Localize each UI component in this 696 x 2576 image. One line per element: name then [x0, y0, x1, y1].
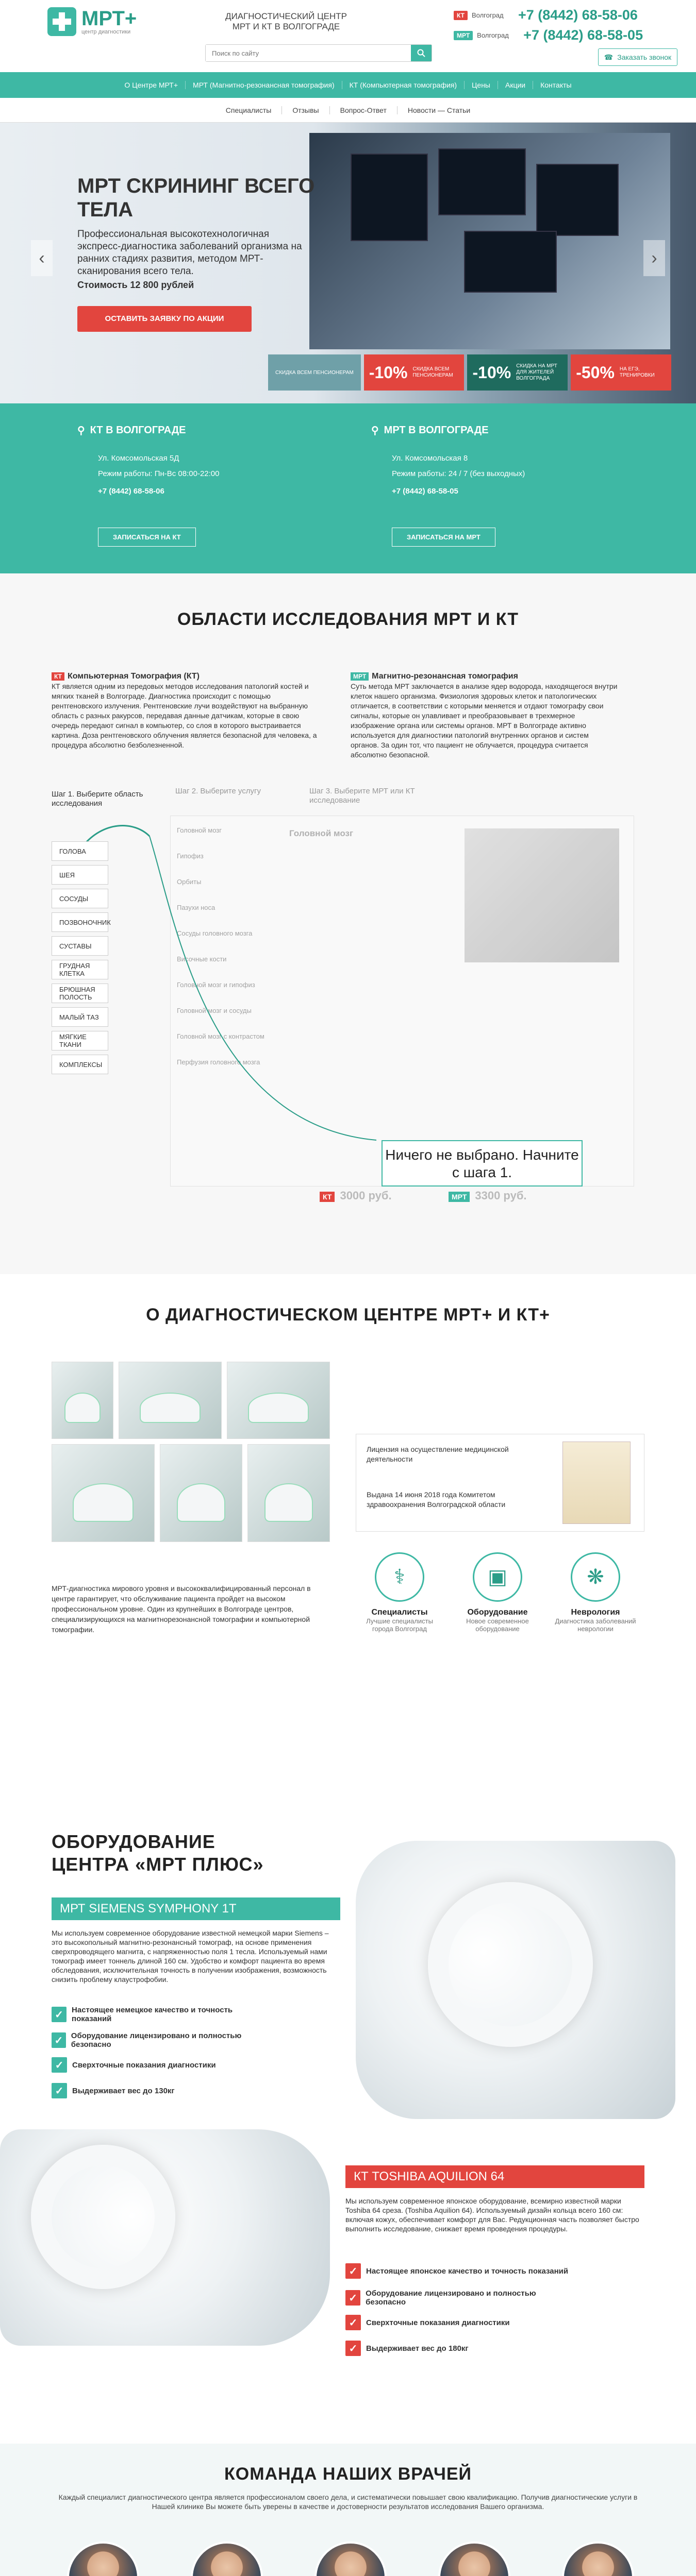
machine-2-feature: ✓ Оборудование лицензировано и полностью безопасно [345, 2289, 572, 2307]
check-icon: ✓ [345, 2290, 360, 2306]
picker-heading: Головной мозг [289, 828, 354, 838]
step-3-label: Шаг 3. Выберите МРТ или КТ исследование [309, 787, 415, 805]
logo-subtitle: центр диагностики [81, 29, 131, 35]
step-2-label: Шаг 2. Выберите услугу [175, 787, 261, 795]
body-area-item[interactable]: МЯГКИЕ ТКАНИ [52, 1031, 108, 1050]
feature-title: Специалисты [371, 1608, 428, 1617]
body-area-item[interactable]: МАЛЫЙ ТАЗ [52, 1007, 108, 1027]
clinic-photo[interactable] [160, 1444, 242, 1542]
mri-scan-image [309, 133, 670, 349]
center-title: КТ В ВОЛГОГРАДЕ [90, 425, 186, 436]
machine-2-feature: ✓ Выдерживает вес до 180кг [345, 2341, 572, 2356]
license-card [356, 1434, 644, 1532]
nav-contacts[interactable]: Контакты [540, 81, 572, 89]
center-title: МРТ В ВОЛГОГРАДЕ [384, 425, 489, 436]
promo-pct: -50% [576, 363, 615, 382]
doctor-card[interactable] [170, 2541, 284, 2576]
promo-pct: -10% [472, 363, 511, 382]
check-icon: ✓ [345, 2263, 361, 2279]
center-hours: Режим работы: Пн-Вс 08:00-22:00 [98, 469, 220, 478]
service-option[interactable]: Орбиты [177, 878, 202, 886]
phone-icon: ☎ [604, 53, 614, 61]
feature-title: Оборудование [467, 1608, 528, 1617]
body-area-item[interactable]: СОСУДЫ [52, 889, 108, 908]
section-title: ОБОРУДОВАНИЕ ЦЕНТРА «МРТ ПЛЮС» [52, 1831, 264, 1875]
brain-scan-image [465, 828, 619, 962]
body-area-list [52, 841, 111, 1078]
service-option[interactable]: Сосуды головного мозга [177, 929, 253, 937]
subnav-reviews[interactable]: Отзывы [282, 106, 329, 114]
mri-price: МРТ 3300 руб. [449, 1189, 527, 1202]
promo-text: СКИДКА ВСЕМ ПЕНСИОНЕРАМ [275, 369, 354, 376]
nav-promos[interactable]: Акции [498, 81, 533, 89]
avatar [562, 2541, 634, 2576]
feature-equipment [454, 1552, 541, 1633]
promo-item[interactable] [268, 354, 361, 391]
hero-title: МРТ СКРИНИНГ ВСЕГО ТЕЛА [77, 175, 315, 221]
team-section [0, 2444, 696, 2576]
service-option[interactable]: Головной мозг с контрастом [177, 1032, 264, 1040]
subnav-news[interactable]: Новости — Статьи [407, 106, 471, 114]
center-ct [77, 424, 325, 573]
service-option[interactable]: Головной мозг и сосуды [177, 1007, 252, 1014]
promo-text: НА ЕГЭ, ТРЕНИРОВКИ [619, 366, 655, 378]
clinic-photo[interactable] [52, 1444, 155, 1542]
phone-city: Волгоград [471, 11, 504, 19]
sub-nav [0, 98, 696, 123]
check-icon: ✓ [52, 2032, 66, 2048]
callback-button[interactable] [598, 48, 677, 66]
check-icon: ✓ [345, 2341, 361, 2356]
machine-2-feature: ✓ Сверхточные показания диагностики [345, 2315, 572, 2330]
center-book-button[interactable]: ЗАПИСАТЬСЯ НА МРТ [392, 528, 495, 547]
check-icon: ✓ [52, 2083, 67, 2098]
check-icon: ✓ [345, 2315, 361, 2330]
logo-text: МРТ+ [81, 7, 137, 30]
service-option[interactable]: Височные кости [177, 955, 227, 963]
monitor-icon: ▣ [473, 1552, 522, 1602]
body-area-item[interactable]: БРЮШНАЯ ПОЛОСТЬ [52, 984, 108, 1003]
phone-kt [454, 7, 643, 23]
promo-text: СКИДКА НА МРТ ДЛЯ ЖИТЕЛЕЙ ВОЛГОГРАДА [516, 363, 557, 381]
center-phone[interactable]: +7 (8442) 68-58-05 [392, 487, 458, 496]
promo-strip [268, 354, 674, 391]
slider-prev-button[interactable] [31, 240, 53, 276]
about-section [0, 1274, 696, 1810]
subnav-faq[interactable]: Вопрос-Ответ [330, 106, 397, 114]
hero-description: Профессиональная высокотехнологичная экспресс-диагностика заболеваний организма на ранних стадиях развития, методом МРТ-сканирования всего тела. [77, 229, 302, 277]
hero-slider [0, 123, 696, 403]
callback-label: Заказать звонок [617, 53, 672, 61]
mri-title: Магнитно-резонансная томография [372, 672, 518, 681]
promo-pct: -10% [369, 363, 408, 382]
step-1-label: Шаг 1. Выберите область исследования [52, 790, 143, 808]
body-area-item[interactable]: ГРУДНАЯ КЛЕТКА [52, 960, 108, 979]
step-arrow [72, 816, 382, 1145]
main-nav [0, 72, 696, 98]
phone-number-mri[interactable]: +7 (8442) 68-58-05 [523, 27, 643, 43]
center-book-button[interactable]: ЗАПИСАТЬСЯ НА КТ [98, 528, 196, 547]
machine-1-feature: ✓ Сверхточные показания диагностики [52, 2057, 268, 2073]
feature-sub: Диагностика заболеваний неврологии [555, 1617, 636, 1633]
center-address: Ул. Комсомольская 8 [392, 454, 468, 463]
ct-text: КТ является одним из передовых методов исследования патологий костей и мягких тканей в Волгограде. Диагностика происходит с помощью рентгеновского излучения. Рентгеновские лучи воздействуют на выбранную область с разных ракурсов, передавая данные датчикам, которые в свою очередь передают сигнал в компьютер, со слоя в которого выстраивается картина. Доза рентгеновского облучения является безопасной для человека, а процедура абсолютно безболезненной. [52, 682, 317, 749]
section-title: ОБЛАСТИ ИССЛЕДОВАНИЯ МРТ И КТ [177, 609, 519, 629]
phone-tag-mri: МРТ [454, 31, 473, 40]
license-title: Лицензия на осуществление медицинской деятельности [367, 1445, 509, 1463]
mri-tag: МРТ [351, 672, 369, 681]
team-intro: Каждый специалист диагностического центра является профессионалом своего дела, и систематически повышает свою квалификацию. Получив диагностические услуги в Нашей клинике Вы можете быть уверены в качестве и достоверности результатов исследования Вашего организма. [58, 2493, 638, 2511]
about-text: МРТ-диагностика мирового уровня и высококвалифицированный персонал в центре гарантирует, что обслуживание пациента пройдет на высоком профессиональном уровне. Один из крупнейших в Волгограде центров, специализирующихся на магнитнорезонансной томографии и компьютерной томографии. [52, 1584, 311, 1634]
phone-number-kt[interactable]: +7 (8442) 68-58-06 [518, 7, 638, 23]
nav-about[interactable]: О Центре МРТ+ [117, 81, 186, 89]
promo-item[interactable] [467, 354, 568, 391]
avatar [67, 2541, 139, 2576]
body-area-item[interactable]: КОМПЛЕКСЫ [52, 1055, 108, 1074]
machine-1-name: МРТ SIEMENS SYMPHONY 1T [52, 1897, 340, 1920]
ct-tag: КТ [52, 672, 64, 681]
service-option[interactable]: Головной мозг и гипофиз [177, 981, 255, 989]
body-area-item[interactable]: СУСТАВЫ [52, 936, 108, 956]
mri-machine-image [356, 1841, 675, 2119]
phone-mri [454, 27, 643, 43]
search-input[interactable] [206, 45, 402, 61]
avatar [438, 2541, 510, 2576]
slider-next-button[interactable] [643, 240, 665, 276]
feature-sub: Новое современное оборудование [466, 1617, 529, 1633]
search-button[interactable] [411, 45, 432, 61]
clinic-photo[interactable] [227, 1362, 330, 1439]
body-area-item[interactable]: ШЕЯ [52, 865, 108, 885]
clinic-photo[interactable] [119, 1362, 222, 1439]
center-mri [371, 424, 619, 573]
machine-2-text: Мы используем современное японское оборудование, всемирно известной марки Toshiba 64 среза. (Toshiba Aquilion 64). Используемый дизайн кольца всего 160 см: включая кожух, обеспечивает комфорт для Вас. Редукционная часть позволяет быстро выполнить исследование, снижает время проведения процедуры. [345, 2197, 639, 2233]
empty-selection-notice: Ничего не выбрано. Начните с шага 1. [382, 1140, 583, 1187]
site-header [0, 0, 696, 72]
doctor-card[interactable] [541, 2541, 655, 2576]
section-title: О ДИАГНОСТИЧЕСКОМ ЦЕНТРЕ МРТ+ И КТ+ [146, 1305, 550, 1325]
mri-description [351, 671, 619, 760]
location-pin-icon: ⚲ [77, 425, 85, 436]
research-section [0, 573, 696, 1274]
mri-text: Суть метода МРТ заключается в анализе ядер водорода, находящегося внутри клеток нашего организма. Физиология здоровых клеток и патологических отличается, в соответствии с которыми меняется и отдают томографу свои сигналы, которые он улавливает и преобразовывает в трехмерное изображение органа или системы органов. МРТ в Волгограде активно используется для диагностики патологий внутренних органов и систем органов. За один тот, что пациент не облучается, процедура считается абсолютно безопасной. [351, 682, 618, 759]
nav-prices[interactable]: Цены [465, 81, 498, 89]
feature-sub: Лучшие специалисты города Волгоград [366, 1617, 433, 1633]
search-icon [417, 49, 425, 57]
license-text: Выдана 14 июня 2018 года Комитетом здравоохранения Волгоградской области [367, 1490, 506, 1509]
logo[interactable] [47, 7, 137, 36]
hero-cta-button[interactable]: ОСТАВИТЬ ЗАЯВКУ ПО АКЦИИ [77, 306, 252, 332]
chevron-left-icon: ‹ [39, 248, 45, 268]
chevron-right-icon: › [651, 248, 657, 268]
clinic-photo[interactable] [247, 1444, 330, 1542]
doctor-card[interactable] [46, 2541, 160, 2576]
service-option[interactable]: Пазухи носа [177, 904, 216, 911]
brain-icon: ❋ [571, 1552, 620, 1602]
machine-2-feature: ✓ Настоящее японское качество и точность показаний [345, 2263, 572, 2279]
service-option[interactable]: Перфузия головного мозга [177, 1058, 260, 1066]
subnav-specialists[interactable]: Специалисты [216, 106, 283, 114]
body-area-item[interactable]: ПОЗВОНОЧНИК [52, 912, 108, 932]
promo-item[interactable] [364, 354, 465, 391]
service-option[interactable]: Головной мозг [177, 826, 222, 834]
license-document-image[interactable] [562, 1442, 631, 1524]
promo-text: СКИДКА ВСЕМ ПЕНСИОНЕРАМ [412, 366, 453, 378]
phone-block [454, 7, 643, 47]
machine-1-feature: ✓ Оборудование лицензировано и полностью безопасно [52, 2031, 268, 2049]
avatar [314, 2541, 387, 2576]
body-area-item[interactable]: ГОЛОВА [52, 841, 108, 861]
phone-tag-kt: КТ [454, 11, 468, 20]
equipment-section [0, 1810, 696, 2444]
centers-section [0, 403, 696, 573]
center-address: Ул. Комсомольская 5Д [98, 454, 179, 463]
machine-1-text: Мы используем современное оборудование известной немецкой марки Siemens – это высокопольный магнитно-резонансный томограф, на основе применения сверхпроводящего магнита, с напряженностью поля 1 тесла. Используемый нами томограф имеет тоннель длиной 160 см. Удобство и комфорт пациента во время обследования, исключительная точность в получении изображения, возможность снизить проблему клаустрофобии. [52, 1929, 329, 1984]
feature-title: Неврология [571, 1608, 620, 1617]
doctor-card[interactable] [418, 2541, 531, 2576]
phone-city: Волгоград [477, 31, 509, 39]
center-phone[interactable]: +7 (8442) 68-58-06 [98, 487, 164, 496]
hero-price: Стоимость 12 800 рублей [77, 280, 194, 290]
service-option[interactable]: Гипофиз [177, 852, 204, 860]
center-hours: Режим работы: 24 / 7 (без выходных) [392, 469, 525, 478]
check-icon: ✓ [52, 2057, 67, 2073]
promo-item[interactable] [571, 354, 671, 391]
machine-2-name: КТ TOSHIBA AQUILION 64 [345, 2165, 644, 2188]
nav-mri[interactable]: МРТ (Магнитно-резонансная томография) [186, 81, 342, 89]
doctor-card[interactable] [294, 2541, 407, 2576]
clinic-photo[interactable] [52, 1362, 113, 1439]
location-pin-icon: ⚲ [371, 425, 379, 436]
ct-description [52, 671, 320, 750]
feature-specialists [356, 1552, 443, 1633]
header-title: ДИАГНОСТИЧЕСКИЙ ЦЕНТР МРТ И КТ В ВОЛГОГРАДЕ [225, 11, 347, 31]
feature-neurology [552, 1552, 639, 1633]
ct-price: КТ 3000 руб. [320, 1189, 392, 1202]
ct-title: Компьютерная Томография (КТ) [67, 672, 200, 681]
cross-icon [47, 7, 76, 36]
machine-1-feature: ✓ Настоящее немецкое качество и точность показаний [52, 2006, 268, 2023]
nav-ct[interactable]: КТ (Компьютерная томография) [342, 81, 465, 89]
avatar [191, 2541, 263, 2576]
doctor-icon: ⚕ [375, 1552, 424, 1602]
search-box [205, 44, 432, 62]
machine-1-feature: ✓ Выдерживает вес до 130кг [52, 2083, 268, 2098]
ct-machine-image [0, 2129, 330, 2346]
section-title: КОМАНДА НАШИХ ВРАЧЕЙ [224, 2464, 472, 2484]
check-icon: ✓ [52, 2007, 67, 2022]
